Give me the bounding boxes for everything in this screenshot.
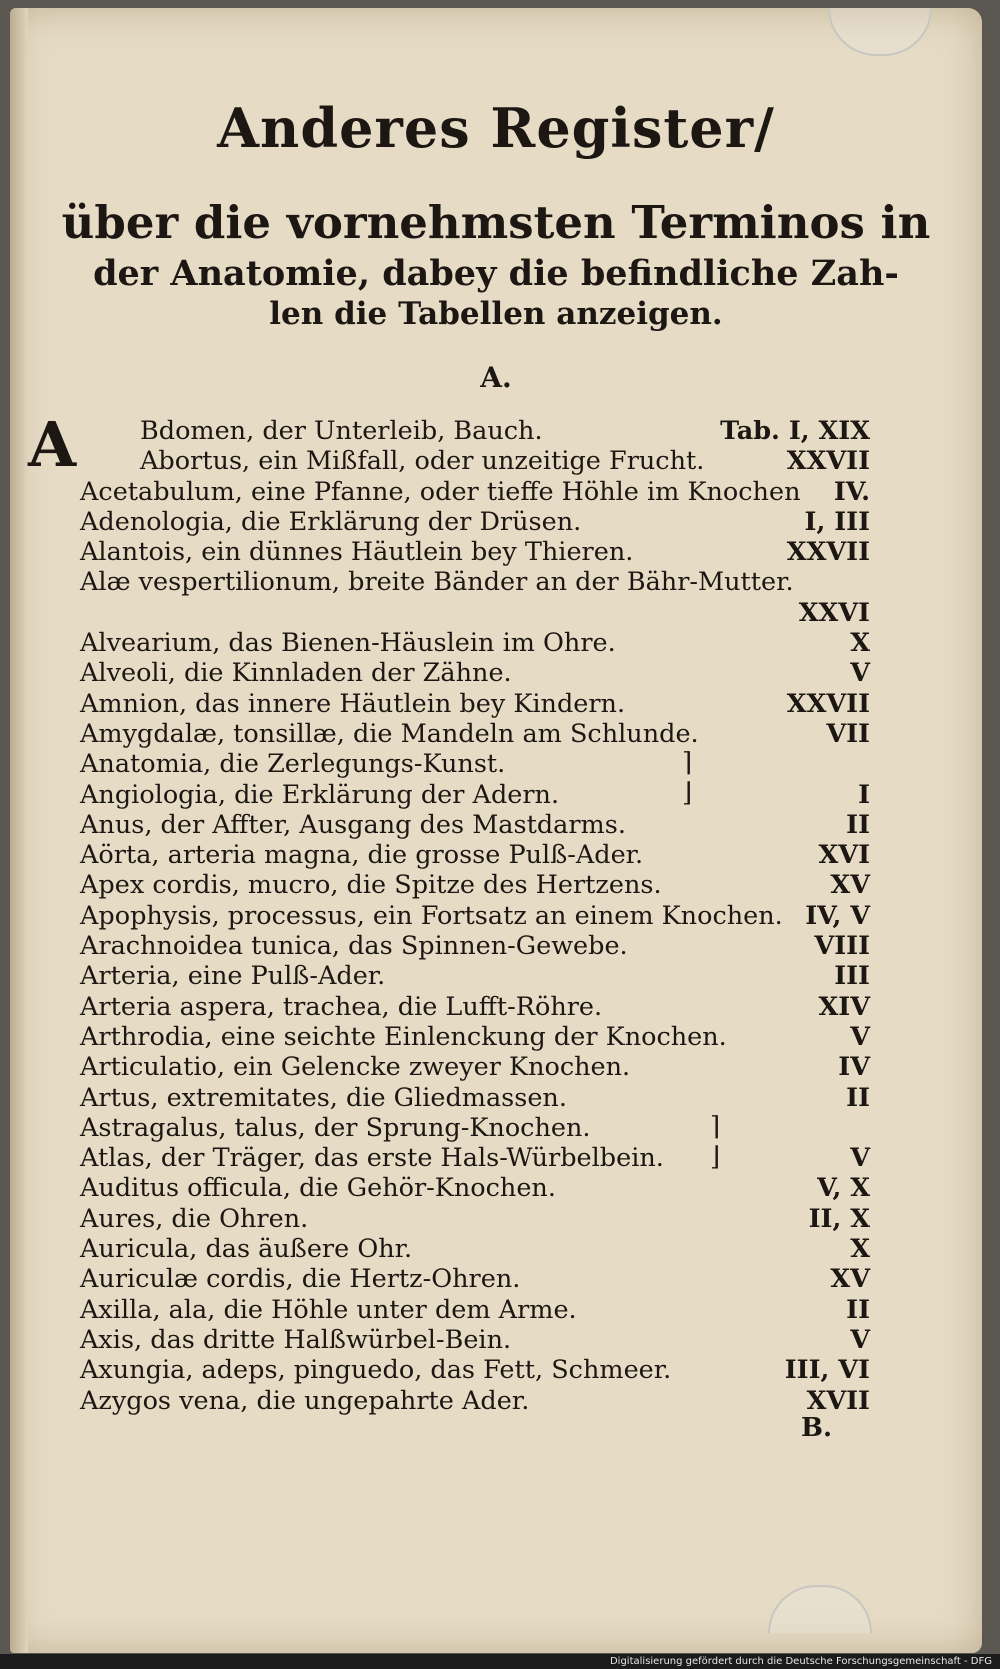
entry-table-reference: XXVI: [798, 597, 870, 628]
entry-table-reference: IV: [838, 1052, 870, 1083]
entry-table-reference: XXVII: [786, 537, 870, 568]
entry-table-reference: I, III: [804, 506, 870, 537]
footer-credit: Digitalisierung gefördert durch die Deutsche Forschungsgemeinschaft - DFG: [609, 1656, 992, 1667]
register-entry: [80, 810, 870, 840]
entry-term: Alvearium, das Bienen-Häuslein im Ohre.: [80, 628, 616, 659]
register-entry: [80, 719, 870, 749]
entry-table-reference: XV: [830, 870, 870, 901]
catchword: B.: [800, 1413, 832, 1443]
book-page: [10, 8, 982, 1653]
entry-table-reference: IV.: [833, 476, 870, 507]
entry-table-reference: II, X: [808, 1203, 870, 1234]
register-entry: [80, 446, 870, 476]
entry-term: Amnion, das innere Häutlein bey Kindern.: [80, 688, 626, 719]
entry-table-reference: XXVII: [786, 446, 870, 477]
entry-table-reference: Tab. I, XIX: [720, 416, 870, 446]
register-entry: [80, 961, 870, 991]
entry-table-reference: III, VI: [784, 1355, 870, 1386]
brace-top: ⌉: [682, 748, 693, 778]
entry-term: Apophysis, processus, ein Fortsatz an einem Knochen.: [80, 900, 783, 931]
register-entry: [80, 689, 870, 719]
entry-term: Abortus, ein Mißfall, oder unzeitige Frucht.: [140, 446, 705, 477]
register-entry: [80, 1264, 870, 1294]
entry-term: Arthrodia, eine seichte Einlenckung der Knochen.: [80, 1021, 727, 1052]
register-entry: [80, 658, 870, 688]
entry-term: Arachnoidea tunica, das Spinnen-Gewebe.: [80, 931, 628, 962]
entry-term: Aures, die Ohren.: [80, 1203, 309, 1234]
register-entries: [80, 416, 870, 1416]
register-entry: [80, 931, 870, 961]
register-entry: [80, 1113, 870, 1143]
entry-table-reference: XVI: [818, 840, 870, 871]
entry-table-reference: III: [834, 961, 870, 992]
entry-term: Anatomia, die Zerlegungs-Kunst.: [80, 749, 506, 780]
register-entry: [80, 567, 870, 597]
register-entry: [80, 1022, 870, 1052]
brace-top: ⌉: [710, 1112, 721, 1142]
entry-term: Alantois, ein dünnes Häutlein bey Thieren.: [80, 537, 634, 568]
register-entry: [80, 1295, 870, 1325]
entry-table-reference: V: [850, 1143, 870, 1174]
entry-term: Auditus officula, die Gehör-Knochen.: [80, 1173, 556, 1204]
page-clip-top: [828, 8, 932, 56]
register-subtitle-line-1: über die vornehmsten Terminos in: [61, 196, 931, 249]
register-entry: [80, 416, 870, 446]
entry-table-reference: V: [850, 1324, 870, 1355]
entry-term: Alæ vespertilionum, breite Bänder an der Bähr-Mutter.: [80, 567, 794, 598]
entry-term: Axilla, ala, die Höhle unter dem Arme.: [80, 1294, 577, 1325]
section-letter: A.: [480, 361, 512, 394]
entry-table-reference: I: [858, 779, 870, 810]
entry-term: Articulatio, ein Gelencke zweyer Knochen.: [80, 1052, 631, 1083]
entry-table-reference: V: [850, 1021, 870, 1052]
register-entry: [80, 870, 870, 900]
entry-term: Auriculæ cordis, die Hertz-Ohren.: [80, 1264, 521, 1295]
entry-term: Arteria, eine Pulß-Ader.: [80, 961, 386, 992]
register-entry: [80, 598, 870, 628]
entry-table-reference: XIV: [818, 991, 870, 1022]
brace-bottom: ⌋: [682, 778, 693, 808]
entry-term: Angiologia, die Erklärung der Adern.: [80, 779, 560, 810]
entry-table-reference: II: [846, 1082, 870, 1113]
entry-term: Axungia, adeps, pinguedo, das Fett, Schmeer.: [80, 1355, 672, 1386]
page-clip-bottom: [768, 1585, 872, 1633]
digitization-footer: [0, 1654, 1000, 1669]
entry-table-reference: II: [846, 1294, 870, 1325]
register-entry: [80, 1052, 870, 1082]
entry-term: Auricula, das äußere Ohr.: [80, 1234, 413, 1265]
register-entry: [80, 1355, 870, 1385]
register-subtitle-line-3: len die Tabellen anzeigen.: [269, 296, 723, 332]
register-entry: [80, 1325, 870, 1355]
entry-table-reference: VIII: [814, 931, 870, 962]
register-entry: [80, 1083, 870, 1113]
entry-table-reference: VII: [826, 718, 870, 749]
entry-term: Artus, extremitates, die Gliedmassen.: [80, 1082, 567, 1113]
entry-table-reference: IV, V: [805, 900, 870, 931]
register-entry: [80, 507, 870, 537]
register-entry: [80, 1234, 870, 1264]
entry-term: Axis, das dritte Halßwürbel-Bein.: [80, 1324, 512, 1355]
entry-term: Apex cordis, mucro, die Spitze des Hertzens.: [80, 870, 662, 901]
entry-table-reference: X: [850, 1234, 870, 1265]
register-entry: [80, 780, 870, 810]
register-entry: [80, 628, 870, 658]
entry-term: Astragalus, talus, der Sprung-Knochen.: [80, 1112, 591, 1143]
entry-table-reference: V, X: [817, 1173, 870, 1204]
register-entry: [80, 840, 870, 870]
entry-table-reference: II: [846, 809, 870, 840]
entry-term: Acetabulum, eine Pfanne, oder tieffe Höhle im Knochen: [80, 476, 801, 507]
entry-term: Atlas, der Träger, das erste Hals-Würbelbein.: [80, 1143, 664, 1174]
register-entry: [80, 901, 870, 931]
register-entry: [80, 477, 870, 507]
drop-cap: A: [28, 408, 77, 481]
entry-table-reference: XXVII: [786, 688, 870, 719]
register-entry: [80, 1386, 870, 1416]
register-title: Anderes Register/: [217, 96, 775, 160]
entry-term: Amygdalæ, tonsillæ, die Mandeln am Schlunde.: [80, 718, 699, 749]
register-entry: [80, 1173, 870, 1203]
entry-term: Anus, der Affter, Ausgang des Mastdarms.: [80, 809, 626, 840]
entry-term: Azygos vena, die ungepahrte Ader.: [80, 1385, 530, 1416]
brace-bottom: ⌋: [710, 1142, 721, 1172]
entry-table-reference: XVII: [806, 1385, 870, 1416]
register-entry: [80, 749, 870, 779]
register-entry: [80, 992, 870, 1022]
entry-term: Aörta, arteria magna, die grosse Pulß-Ader.: [80, 840, 644, 871]
entry-term: Alveoli, die Kinnladen der Zähne.: [80, 658, 512, 689]
entry-table-reference: V: [850, 658, 870, 689]
entry-term: Arteria aspera, trachea, die Lufft-Röhre.: [80, 991, 603, 1022]
register-subtitle-line-2: der Anatomie, dabey die befindliche Zah-: [93, 253, 899, 294]
entry-term: Adenologia, die Erklärung der Drüsen.: [80, 506, 582, 537]
register-entry: [80, 1143, 870, 1173]
entry-term: Bdomen, der Unterleib, Bauch.: [140, 416, 543, 446]
entry-table-reference: XV: [830, 1264, 870, 1295]
register-entry: [80, 537, 870, 567]
entry-table-reference: X: [850, 628, 870, 659]
register-entry: [80, 1204, 870, 1234]
